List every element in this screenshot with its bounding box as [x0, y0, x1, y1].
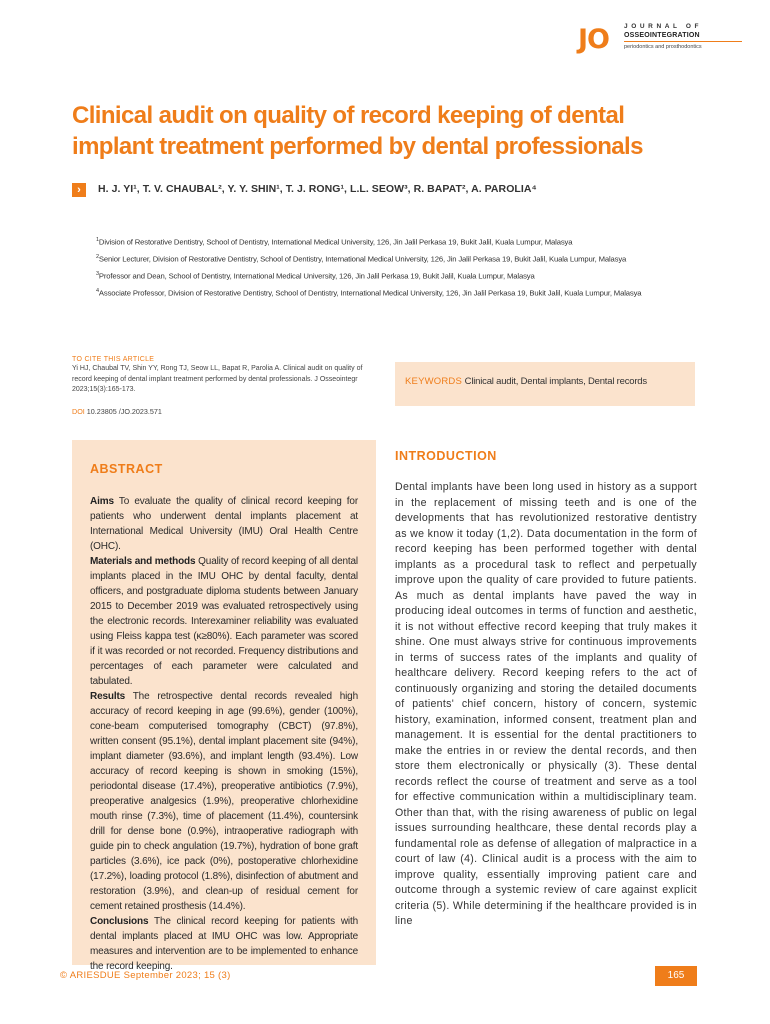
doi-line	[72, 407, 162, 416]
citation-label: TO CITE THIS ARTICLE	[72, 356, 155, 363]
chevron-right-icon: ›	[72, 183, 86, 197]
journal-logo-rule	[624, 41, 742, 42]
abstract-box	[72, 440, 376, 972]
abstract-body	[90, 494, 358, 974]
journal-name-line1: JOURNAL OF	[624, 23, 703, 30]
author-list: H. J. YI¹, T. V. CHAUBAL², Y. Y. SHIN¹, T. J. RONG¹, L.L. SEOW³, R. BAPAT², A. PAROLIA⁴	[98, 183, 537, 195]
affiliations	[96, 233, 756, 301]
conclusions-text: The clinical record keeping for patients with dental implants placed at IMU OHC was low. Appropriate measures and intervention are to be implemented to enhance the record keeping.	[90, 916, 359, 972]
results-label: Results	[90, 691, 126, 702]
keywords-label: KEYWORDS	[405, 376, 463, 387]
affiliation-item: $^4$Associate Professor, Division of Restorative Dentistry, School of Dentistry, International Medical University, 126, Jin Jalil Perkasa 19, Bukit Jalil, Kuala Lumpur, Malasya	[96, 288, 642, 298]
introduction-body: Dental implants have been long used in history as a support in the replacement of missing teeth and is one of the developments that has revolutionized restorative dentistry as we know it today (1,2). Data documentation in the form of record keeping has been performed together with dental implants as a procedural task to reflect and perpetually improve upon the quality of care provided to future patients. As much as dental implants have paved the way in producing ideal outcomes in terms of function and aesthetic, it is not without effective record keeping that truly makes it shine. One must always strive for continuous improvements in terms of success rates of the implants and quality of healthcare delivery. Record keeping refers to the act of continuously organizing and storing the detailed documents of patients' chief concern, history of concern, systemic history, examination, informed consent, treatment plan and management. It is essential for the dental practitioners to make the entries in or review the dental records, and then store them electronically or physically (3). These dental records reflect the course of treatment and serve as a tool for effective communication within a multidisciplinary team. Other than that, with the rising awareness of public on legal issues surrounding healthcare, these dental records play a fundamental role as defense of allegation of malpractice in a court of law (4). Clinical audit is a process with the aim to improve quality, essentially improving patient care and outcome through a systemic review of care against explicit criteria (5). While determining if the healthcare provided is in line	[395, 481, 697, 927]
introduction-heading: INTRODUCTION	[395, 449, 497, 463]
citation-block	[72, 356, 372, 396]
doi-link[interactable]: 10.23805 /JO.2023.571	[86, 407, 162, 416]
aims-text: To evaluate the quality of clinical record keeping for patients who underwent dental implants placement at International Medical University (IMU) Oral Health Centre (OHC).	[90, 496, 359, 552]
journal-subtitle: periodontics and prosthodontics	[624, 44, 702, 51]
journal-name-line2: OSSEOINTEGRATION	[624, 32, 700, 39]
aims-label: Aims	[90, 496, 114, 507]
journal-logo-mark: JO	[578, 24, 609, 55]
citation-text: Yi HJ, Chaubal TV, Shin YY, Rong TJ, Seow LL, Bapat R, Parolia A. Clinical audit on quality of record keeping of dental implant treatment performed by dental professionals. J Osseointegr 2023;15(3):165-173.	[72, 365, 363, 393]
abstract-heading: ABSTRACT	[90, 462, 163, 476]
keywords-box	[395, 362, 695, 406]
keywords-text: Clinical audit, Dental implants, Dental records	[464, 376, 647, 387]
article-title: Clinical audit on quality of record keeping of dental implant treatment performed by dental professionals	[72, 102, 643, 160]
results-text: The retrospective dental records revealed high accuracy of record keeping in age (99.6%), gender (100%), cone-beam computerised tomography (CBCT) (97.8%), written consent (95.1%), dental implant placement site (94%), implant diameter (93.6%), and implant length (93.4%). Low accuracy of record keeping is shown in smoking (15%), periodontal disease (17.4%), preoperative antibiotics (7.9%), preoperative analgesics (1.9%), preoperative chlorhexidine mouth rinse (7.3%), time of placement (11.4%), countersink drill for dense bone (0.9%), intraoperative radiograph with guide pin to check angulation (19.7%), hydration of bone graft particles (3.6%), ice pack (0%), postoperative chlorhexidine (17.2%), loading protocol (1.8%), disinfection of abutment and restoration (3.9%), and clean-up of residual cement for cement retained prosthesis (14.4%).	[90, 691, 358, 912]
page-number: 165	[655, 966, 697, 986]
journal-logo-text	[624, 23, 764, 50]
conclusions-label: Conclusions	[90, 916, 149, 927]
doi-label: DOI	[72, 407, 85, 416]
footer-copyright: © ARIESDUE September 2023; 15 (3)	[60, 970, 231, 981]
methods-label: Materials and methods	[90, 556, 196, 567]
methods-text: Quality of record keeping of all dental implants placed in the IMU OHC by dental faculty, dental officers, and postgraduate diploma students between January 2015 to December 2019 was evaluated retrospectively using the electronic records. Interexaminer reliability was evaluated using Fleiss kappa test (κ≥80%). Each parameter was scored if it was recorded or not recorded. Frequency distributions and percentages of each parameter were calculated and tabulated.	[90, 556, 358, 687]
affiliation-item: $^2$Senior Lecturer, Division of Restorative Dentistry, School of Dentistry, International Medical University, 126, Jin Jalil Perkasa 19, Bukit Jalil, Kuala Lumpur, Malasya	[96, 254, 627, 264]
authors-row	[72, 183, 752, 201]
affiliation-item: $^1$Division of Restorative Dentistry, School of Dentistry, International Medical University, 126, Jin Jalil Perkasa 19, Bukit Jalil, Kuala Lumpur, Malasya	[96, 237, 573, 247]
affiliation-item: $^3$Professor and Dean, School of Dentistry, International Medical University, 126, Jin Jalil Perkasa 19, Bukit Jalil, Kuala Lumpur, Malasya	[96, 271, 535, 281]
